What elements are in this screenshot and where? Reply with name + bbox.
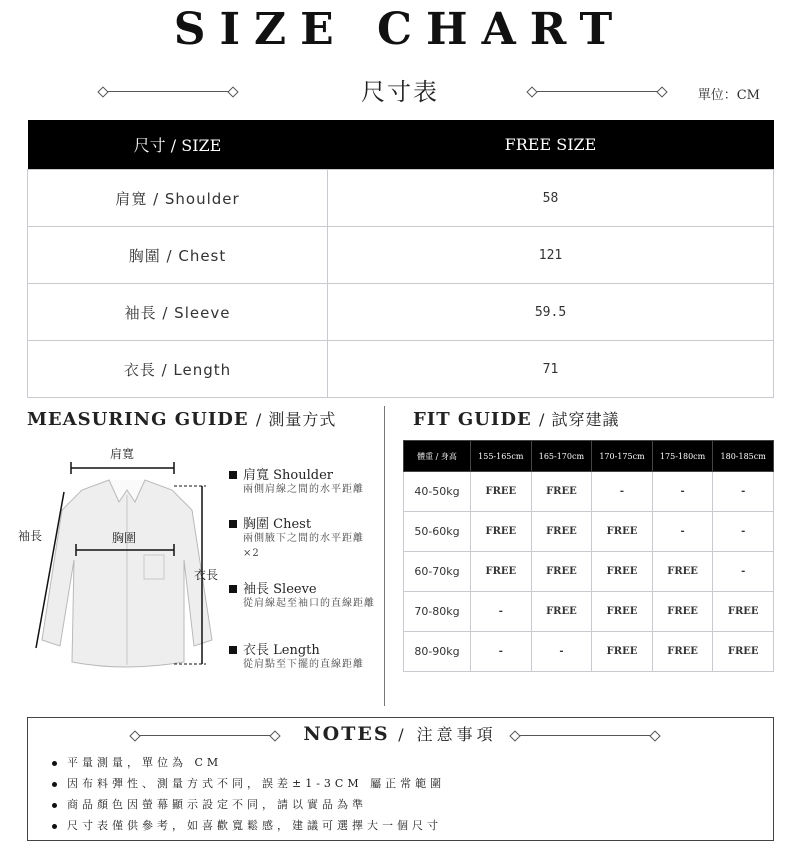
fit-cell: - xyxy=(471,592,532,632)
measure-desc: 從肩線起至袖口的直線距離 xyxy=(243,598,375,609)
ornament-line-right xyxy=(515,735,655,736)
table-row xyxy=(28,341,774,398)
measure-desc: 兩側腋下之間的水平距離 xyxy=(243,533,364,544)
bullet-dot-icon xyxy=(52,803,57,808)
vertical-divider xyxy=(384,406,385,706)
fit-cell: FREE xyxy=(531,592,592,632)
fit-cell: FREE xyxy=(531,512,592,552)
fit-header: 180-185cm xyxy=(713,441,774,472)
fit-cell: FREE xyxy=(592,512,653,552)
table-row xyxy=(28,284,774,341)
row-value: 121 xyxy=(328,227,774,284)
diagram-label-sleeve: 袖長 xyxy=(17,529,43,543)
size-table xyxy=(27,120,774,398)
note-item xyxy=(52,775,445,791)
page-subtitle: 尺寸表 xyxy=(361,78,439,106)
fit-guide-title-cn: / 試穿建議 xyxy=(538,410,620,429)
measure-desc-extra: ×2 xyxy=(243,548,260,559)
note-text: 商品顏色因螢幕顯示設定不同，請以實品為準 xyxy=(67,798,367,811)
size-header-free: FREE SIZE xyxy=(328,120,774,170)
fit-cell: - xyxy=(713,552,774,592)
fit-weight: 50-60kg xyxy=(404,512,471,552)
measure-name: 衣長 Length xyxy=(243,643,320,658)
table-row xyxy=(404,592,774,632)
fit-cell: FREE xyxy=(592,552,653,592)
notes-title xyxy=(0,722,800,745)
bullet-square-icon xyxy=(229,585,237,593)
diagram-label-shoulder: 肩寬 xyxy=(109,447,135,461)
fit-weight: 80-90kg xyxy=(404,632,471,672)
measure-item-chest xyxy=(229,513,311,532)
bullet-dot-icon xyxy=(52,824,57,829)
measuring-guide-title-cn: / 測量方式 xyxy=(255,410,337,429)
fit-cell: - xyxy=(471,632,532,672)
measure-item-sleeve xyxy=(229,578,317,597)
fit-header: 165-170cm xyxy=(531,441,592,472)
measure-name: 胸圍 Chest xyxy=(243,517,312,532)
table-row xyxy=(28,227,774,284)
note-item xyxy=(52,754,222,770)
bullet-dot-icon xyxy=(52,761,57,766)
row-value: 58 xyxy=(328,170,774,227)
fit-weight: 40-50kg xyxy=(404,472,471,512)
fit-header: 體重 / 身高 xyxy=(404,441,471,472)
bullet-square-icon xyxy=(229,646,237,654)
fit-cell: FREE xyxy=(471,552,532,592)
size-header-label: 尺寸 / SIZE xyxy=(28,120,328,170)
bullet-dot-icon xyxy=(52,782,57,787)
page-title: SIZE CHART xyxy=(173,4,627,55)
bullet-square-icon xyxy=(229,471,237,479)
row-value: 71 xyxy=(328,341,774,398)
fit-weight: 60-70kg xyxy=(404,552,471,592)
shirt-diagram xyxy=(14,440,224,680)
bullet-square-icon xyxy=(229,520,237,528)
ornament-line-right xyxy=(532,91,662,92)
fit-cell: - xyxy=(713,472,774,512)
fit-weight: 70-80kg xyxy=(404,592,471,632)
row-label: 衣長 / Length xyxy=(28,341,328,398)
table-row xyxy=(404,472,774,512)
fit-cell: FREE xyxy=(531,552,592,592)
table-row xyxy=(404,632,774,672)
diagram-label-chest: 胸圍 xyxy=(111,531,137,545)
notes-title-en: NOTES xyxy=(303,723,390,745)
fit-cell: FREE xyxy=(652,632,713,672)
measure-name: 袖長 Sleeve xyxy=(243,582,317,597)
fit-cell: FREE xyxy=(592,592,653,632)
measure-desc: 兩側肩線之間的水平距離 xyxy=(243,484,364,495)
row-label: 肩寬 / Shoulder xyxy=(28,170,328,227)
measure-item-length xyxy=(229,639,320,658)
fit-table xyxy=(403,440,774,672)
row-label: 袖長 / Sleeve xyxy=(28,284,328,341)
measuring-guide-title-en: MEASURING GUIDE xyxy=(27,409,249,430)
note-text: 尺寸表僅供參考，如喜歡寬鬆感，建議可選擇大一個尺寸 xyxy=(67,819,442,832)
note-text: 因布料彈性、測量方式不同，誤差±1-3CM 屬正常範圍 xyxy=(67,777,446,790)
measure-name: 肩寬 Shoulder xyxy=(243,468,333,483)
fit-cell: - xyxy=(713,512,774,552)
fit-cell: FREE xyxy=(652,552,713,592)
fit-cell: - xyxy=(652,472,713,512)
table-row xyxy=(404,512,774,552)
table-row xyxy=(404,552,774,592)
fit-cell: - xyxy=(592,472,653,512)
table-row xyxy=(28,170,774,227)
fit-header: 170-175cm xyxy=(592,441,653,472)
fit-cell: FREE xyxy=(713,632,774,672)
note-text: 平量測量，單位為 CM xyxy=(67,756,223,769)
fit-cell: FREE xyxy=(592,632,653,672)
notes-title-cn: / 注意事項 xyxy=(398,725,497,744)
fit-cell: FREE xyxy=(471,472,532,512)
row-value: 59.5 xyxy=(328,284,774,341)
measure-desc: 從肩點至下擺的直線距離 xyxy=(243,659,364,670)
fit-cell: - xyxy=(531,632,592,672)
unit-label: 單位：CM xyxy=(697,88,760,103)
fit-cell: FREE xyxy=(531,472,592,512)
fit-cell: FREE xyxy=(652,592,713,632)
measuring-guide-title xyxy=(27,407,336,430)
fit-cell: - xyxy=(652,512,713,552)
fit-cell: FREE xyxy=(713,592,774,632)
measure-item-shoulder xyxy=(229,464,333,483)
fit-header: 155-165cm xyxy=(471,441,532,472)
note-item xyxy=(52,817,442,833)
row-label: 胸圍 / Chest xyxy=(28,227,328,284)
diagram-label-length: 衣長 xyxy=(193,568,219,582)
fit-guide-title-en: FIT GUIDE xyxy=(413,409,532,430)
fit-header: 175-180cm xyxy=(652,441,713,472)
fit-cell: FREE xyxy=(471,512,532,552)
fit-guide-title xyxy=(413,407,619,430)
note-item xyxy=(52,796,367,812)
